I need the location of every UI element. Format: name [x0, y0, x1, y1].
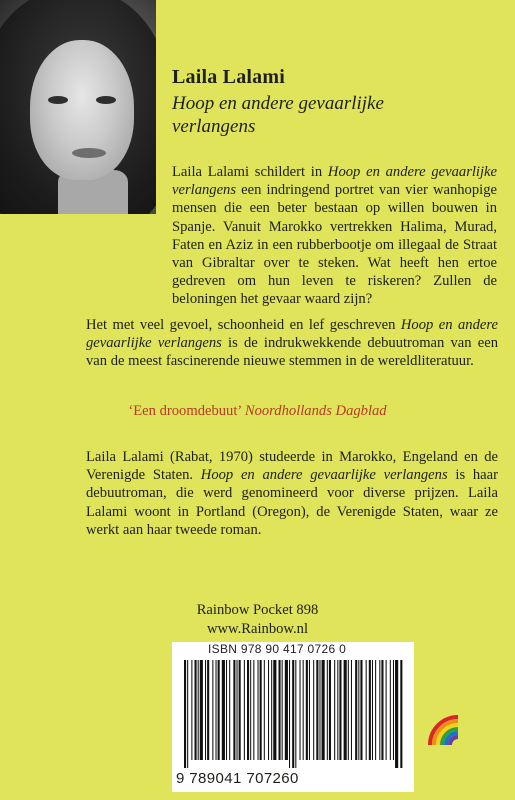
- barcode-bar: [200, 660, 203, 760]
- rainbow-logo-icon: [426, 707, 462, 747]
- barcode-bar: [375, 660, 376, 760]
- barcode-bar: [390, 660, 391, 760]
- barcode-bar: [339, 660, 341, 760]
- barcode-bar: [253, 660, 254, 760]
- barcode-bar: [244, 660, 245, 760]
- barcode-bar: [400, 660, 402, 768]
- barcode-bar: [316, 660, 318, 760]
- barcode-bars: [184, 660, 404, 768]
- author-photo: [0, 0, 156, 214]
- press-quote: [0, 403, 515, 420]
- barcode-bar: [300, 660, 301, 760]
- barcode-bar: [268, 660, 269, 760]
- blurb-book-title: Hoop en andere gevaarlijke verlangens: [86, 317, 498, 352]
- barcode-bar: [393, 660, 394, 760]
- book-title-line-1: Hoop en andere gevaarlijke: [172, 93, 384, 114]
- barcode-bar: [205, 660, 206, 760]
- barcode-bar: [295, 660, 296, 768]
- barcode-bar: [237, 660, 238, 760]
- blurb-paragraph-2: [86, 316, 498, 371]
- barcode-bar: [322, 660, 325, 760]
- quote-source: Noordhollands Dagblad: [244, 403, 387, 419]
- book-title: [172, 92, 492, 138]
- barcode-bar: [285, 660, 288, 760]
- barcode-bar: [273, 660, 276, 760]
- barcode-bar: [233, 660, 235, 760]
- barcode-bar: [351, 660, 352, 760]
- barcode-bar: [358, 660, 359, 760]
- barcode-bar: [360, 660, 362, 760]
- barcode-bar: [279, 660, 281, 760]
- bio-text: is haar debuutroman, die werd genomineerd voor diverse prijzen. Laila Lalami woont in Portland (Oregon), de Verenigde Staten, waar ze werkt aan haar tweede roman.: [86, 467, 498, 538]
- barcode-bar: [319, 660, 320, 760]
- barcode-bar: [303, 660, 304, 760]
- blurb-text: Laila Lalami schildert in: [172, 164, 328, 180]
- barcode-bar: [260, 660, 262, 760]
- barcode-bar: [216, 660, 217, 760]
- barcode-bar: [198, 660, 199, 760]
- barcode: [172, 642, 414, 792]
- barcode-bar: [327, 660, 328, 760]
- barcode-bar: [250, 660, 251, 760]
- barcode-bar: [334, 660, 335, 760]
- bio-text: Laila Lalami (Rabat, 1970) studeerde in Marokko, Engeland en de Verenigde Staten.: [86, 449, 498, 484]
- book-title-line-2: verlangens: [172, 116, 256, 137]
- blurb-text: Het met veel gevoel, schoonheid en lef geschreven: [86, 317, 401, 333]
- bio-book-title: Hoop en andere gevaarlijke verlangens: [200, 467, 448, 484]
- blurb-book-title: Hoop en andere gevaarlijke verlangens: [172, 164, 497, 199]
- blurb-paragraph-1: [172, 163, 497, 313]
- barcode-bar: [226, 660, 227, 760]
- barcode-bar: [344, 660, 347, 760]
- barcode-bar: [309, 660, 310, 760]
- barcode-bar: [207, 660, 209, 760]
- barcode-bar: [355, 660, 357, 760]
- barcode-bar: [212, 660, 213, 760]
- barcode-bar: [191, 660, 192, 760]
- barcode-bar: [184, 660, 186, 768]
- barcode-bar: [195, 660, 197, 760]
- barcode-bar: [379, 660, 380, 760]
- barcode-digits: 9 789041 707260: [176, 770, 299, 787]
- blurb-text: een indringend portret van vier wanhopige mensen die een beter bestaan op willen bouwen in Spanje. Vanuit Marokko vertrekken Halima, Murad, Faten en Aziz in een rubberbootje om illegaal de Straat van Gibraltar over te steken. Wat heeft hen ertoe gedreven om hun leven te riskeren? Zullen de beloningen het gevaar waard zijn?: [172, 182, 497, 308]
- barcode-bar: [187, 660, 188, 768]
- barcode-bar: [282, 660, 283, 760]
- barcode-bar: [337, 660, 338, 760]
- series-label: Rainbow Pocket 898: [196, 602, 319, 618]
- author-name: Laila Lalami: [172, 66, 285, 88]
- barcode-bar: [292, 660, 294, 768]
- blurb-text: is de indrukwekkende debuutroman van een van de meest fascinerende nieuwe stemmen in de wereldliteratuur.: [86, 335, 498, 370]
- barcode-bar: [218, 660, 220, 760]
- barcode-bar: [395, 660, 398, 768]
- barcode-bar: [381, 660, 383, 760]
- barcode-bar: [271, 660, 272, 760]
- publisher-info: [0, 601, 515, 639]
- isbn-label: ISBN 978 90 417 0726 0: [208, 642, 347, 656]
- barcode-bar: [229, 660, 230, 760]
- quote-text: ‘Een droomdebuut’: [128, 403, 242, 419]
- barcode-bar: [222, 660, 225, 760]
- barcode-bar: [369, 660, 371, 760]
- barcode-bar: [348, 660, 349, 760]
- barcode-bar: [239, 660, 241, 760]
- publisher-website: www.Rainbow.nl: [206, 621, 309, 637]
- barcode-bar: [372, 660, 373, 760]
- barcode-bar: [386, 660, 387, 760]
- barcode-bar: [258, 660, 259, 760]
- author-bio: [86, 448, 498, 539]
- barcode-bar: [366, 660, 367, 760]
- barcode-bar: [329, 660, 331, 760]
- barcode-bar: [289, 660, 290, 768]
- barcode-bar: [264, 660, 265, 760]
- barcode-bar: [247, 660, 249, 760]
- barcode-bar: [313, 660, 314, 760]
- barcode-bar: [306, 660, 308, 760]
